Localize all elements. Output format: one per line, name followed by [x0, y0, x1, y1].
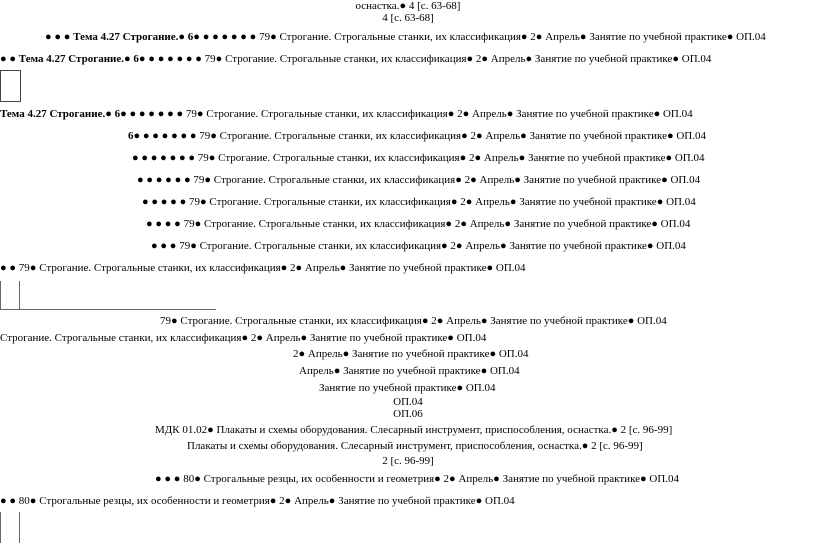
line-text: МДК 01.02● Плакаты и схемы оборудования. Слесарный инструмент, приспособления, оснастка.● 2 [с. 96-99]	[155, 424, 673, 436]
line-text: 4 [с. 63-68]	[382, 12, 434, 24]
topic-label: ● ● ● ● ● ●	[137, 174, 191, 186]
topic-label: ● ●	[0, 262, 17, 274]
line-text: 79● Строгание. Строгальные станки, их классификация● 2● Апрель● Занятие по учебной практике● ОП.04	[201, 53, 712, 65]
line-text: 79● Строгание. Строгальные станки, их классификация● 2● Апрель● Занятие по учебной практике● ОП.04	[196, 130, 707, 142]
table-border-left	[0, 281, 1, 309]
line-text: 79● Строгание. Строгальные станки, их классификация● 2● Апрель● Занятие по учебной практике● ОП.04	[160, 315, 667, 327]
doc-line-5	[0, 108, 693, 121]
line-text: 79● Строгание. Строгальные станки, их классификация● 2● Апрель● Занятие по учебной практике● ОП.04	[195, 152, 705, 164]
line-text: Апрель● Занятие по учебной практике● ОП.04	[299, 365, 520, 377]
line-text: ОП.04	[393, 396, 423, 408]
topic-label: Тема 4.27 Строгание.● 6● ● ● ● ● ● ●	[0, 108, 184, 120]
doc-line-19	[0, 408, 816, 421]
doc-line-8	[137, 174, 700, 187]
line-text: Строгание. Строгальные станки, их классификация● 2● Апрель● Занятие по учебной практике● ОП.04	[0, 332, 487, 344]
doc-line-3	[45, 31, 766, 44]
line-text: Плакаты и схемы оборудования. Слесарный инструмент, приспособления, оснастка.● 2 [с. 96-99]	[187, 440, 643, 452]
topic-label: 6● ● ● ● ● ● ●	[128, 130, 197, 142]
doc-line-21	[187, 440, 643, 453]
doc-line-10	[146, 218, 690, 231]
line-text: Занятие по учебной практике● ОП.04	[319, 382, 496, 394]
doc-line-13	[160, 315, 667, 328]
line-text: 2● Апрель● Занятие по учебной практике● ОП.04	[293, 348, 529, 360]
doc-line-11	[151, 240, 686, 253]
line-text: оснастка.● 4 [с. 63-68]	[355, 0, 461, 12]
topic-label: ● ● ● ● ●	[142, 196, 187, 208]
doc-line-12	[0, 262, 526, 275]
doc-line-20	[155, 424, 672, 437]
doc-line-23	[155, 473, 679, 486]
doc-line-24	[0, 495, 515, 508]
doc-line-9	[142, 196, 696, 209]
table-cell-frame	[0, 70, 21, 102]
topic-label: ● ● Тема 4.27 Строгание.● 6● ● ● ● ● ● ●	[0, 53, 202, 65]
doc-line-2	[0, 12, 816, 25]
line-text: 80● Строгальные резцы, их особенности и геометрия● 2● Апрель● Занятие по учебной практике● ОП.04	[16, 495, 515, 507]
line-text: 79● Строгание. Строгальные станки, их классификация● 2● Апрель● Занятие по учебной практике● ОП.04	[16, 262, 526, 274]
line-text: 80● Строгальные резцы, их особенности и геометрия● 2● Апрель● Занятие по учебной практике● ОП.04	[180, 473, 680, 485]
doc-line-15	[293, 348, 529, 361]
doc-line-6	[128, 130, 706, 143]
table-border-inner	[19, 512, 20, 543]
topic-label: ● ● ● ● ● ● ●	[132, 152, 196, 164]
line-text: 79● Строгание. Строгальные станки, их классификация● 2● Апрель● Занятие по учебной практике● ОП.04	[183, 108, 693, 120]
doc-line-17	[319, 382, 495, 395]
doc-line-22	[0, 455, 816, 468]
doc-line-4	[0, 53, 711, 66]
doc-line-14	[0, 332, 486, 345]
doc-line-7	[132, 152, 705, 165]
topic-label: ● ● ● ●	[146, 218, 181, 230]
topic-label: ● ● ●	[155, 473, 181, 485]
line-text: 2 [с. 96-99]	[382, 455, 434, 467]
line-text: 79● Строгание. Строгальные станки, их классификация● 2● Апрель● Занятие по учебной практике● ОП.04	[180, 218, 691, 230]
line-text: 79● Строгание. Строгальные станки, их классификация● 2● Апрель● Занятие по учебной практике● ОП.04	[190, 174, 701, 186]
topic-label: ● ● ●	[151, 240, 177, 252]
table-border-left	[0, 512, 1, 543]
doc-line-16	[299, 365, 520, 378]
line-text: 79● Строгание. Строгальные станки, их классификация● 2● Апрель● Занятие по учебной практике● ОП.04	[256, 31, 766, 43]
line-text: 79● Строгание. Строгальные станки, их классификация● 2● Апрель● Занятие по учебной практике● ОП.04	[186, 196, 696, 208]
line-text: 79● Строгание. Строгальные станки, их классификация● 2● Апрель● Занятие по учебной практике● ОП.04	[176, 240, 686, 252]
line-text: ОП.06	[393, 408, 423, 420]
topic-label: ● ● ● Тема 4.27 Строгание.● 6● ● ● ● ● ● ●	[45, 31, 257, 43]
table-border-bottom	[0, 309, 216, 310]
topic-label: ● ●	[0, 495, 17, 507]
table-border-inner	[19, 281, 20, 309]
